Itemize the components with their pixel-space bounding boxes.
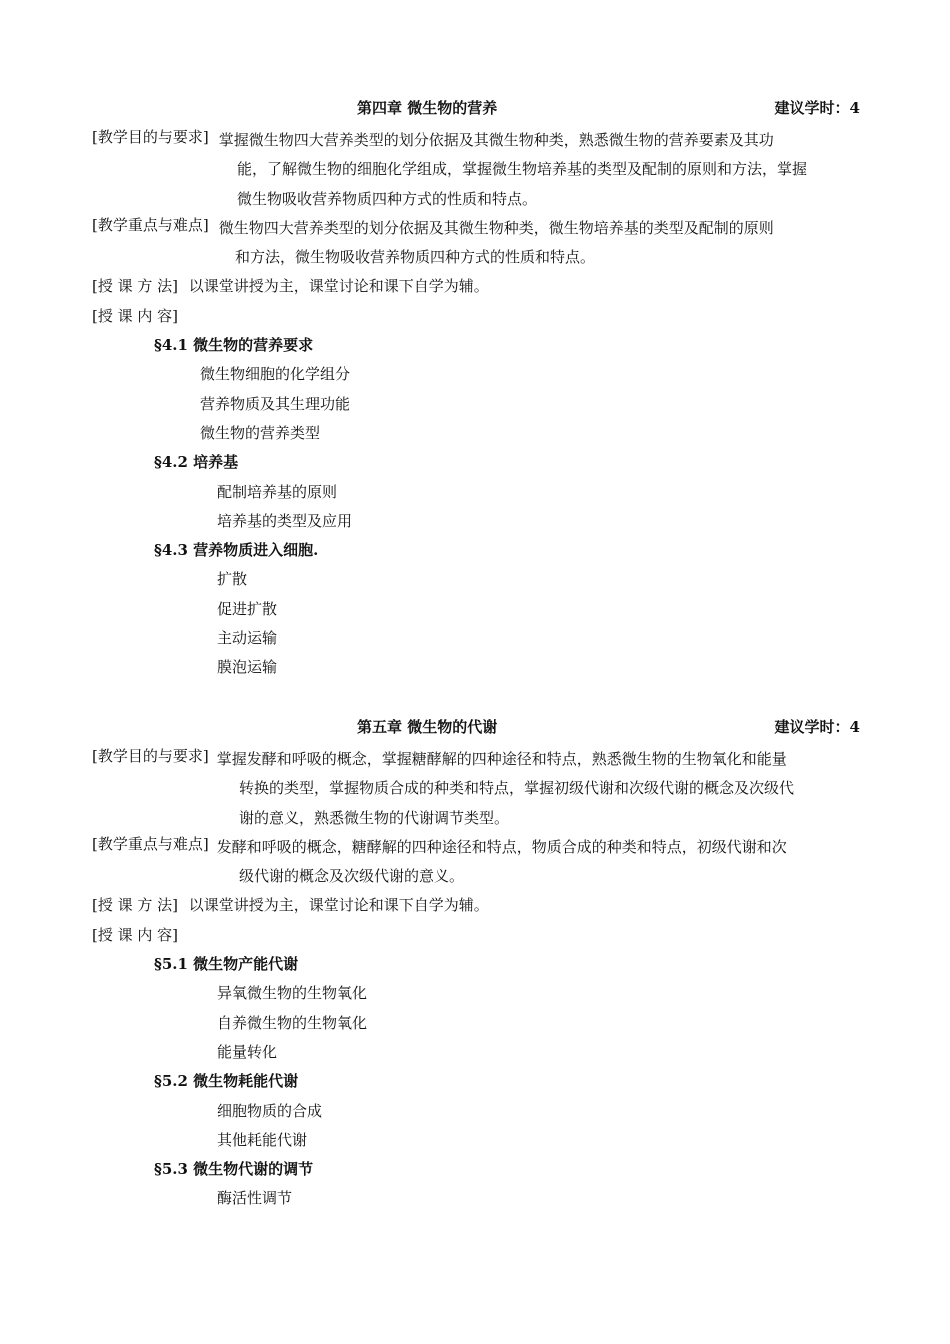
teaching-method: [92, 272, 860, 301]
teaching-goals: [92, 745, 860, 774]
section-title: §5.2 微生物耗能代谢: [154, 1072, 299, 1091]
chapter-header: [92, 97, 860, 126]
method-text: 以课堂讲授为主，课堂讨论和课下自学为辅。: [188, 277, 489, 296]
section-title: §4.3 营养物质进入细胞.: [154, 541, 319, 560]
chapter-header: [92, 716, 860, 745]
content-label: [授 课 内 容]: [92, 306, 179, 325]
goals-line: 谢的意义，熟悉微生物的代谢调节类型。: [239, 808, 510, 827]
goals-line: 转换的类型，掌握物质合成的种类和特点，掌握初级代谢和次级代谢的概念及次级代: [239, 779, 795, 798]
key-line: 发酵和呼吸的概念，糖酵解的四种途径和特点，物质合成的种类和特点，初级代谢和次: [216, 837, 787, 856]
section-item: 异氧微生物的生物氧化: [217, 984, 368, 1003]
suggested-hours: 建议学时：4: [774, 99, 860, 117]
key-line: 微生物四大营养类型的划分依据及其微生物种类，微生物培养基的类型及配制的原则: [218, 218, 774, 237]
teaching-method: [92, 891, 860, 920]
goals-line: 掌握发酵和呼吸的概念，掌握糖酵解的四种途径和特点，熟悉微生物的生物氧化和能量: [216, 750, 787, 768]
section-title: §4.2 培养基: [154, 453, 239, 472]
key-line: 级代谢的概念及次级代谢的意义。: [239, 867, 465, 886]
method-label: [授 课 方 法]: [92, 896, 179, 915]
section-item: 膜泡运输: [217, 658, 278, 677]
teaching-goals: [92, 126, 860, 155]
section-item: 配制培养基的原则: [217, 482, 338, 501]
section-title: §4.1 微生物的营养要求: [154, 336, 314, 355]
section-item: 促进扩散: [217, 599, 278, 618]
section-item: 微生物细胞的化学组分: [200, 365, 351, 384]
method-text: 以课堂讲授为主，课堂讨论和课下自学为辅。: [188, 896, 489, 915]
key-points: [92, 214, 860, 243]
suggested-hours: 建议学时：4: [774, 718, 860, 736]
section-item: 酶活性调节: [217, 1189, 293, 1208]
goals-line: 掌握微生物四大营养类型的划分依据及其微生物种类，熟悉微生物的营养要素及其功: [218, 131, 774, 149]
section-item: 微生物的营养类型: [200, 423, 321, 442]
section-item: 扩散: [217, 570, 248, 589]
section-item: 自养微生物的生物氧化: [217, 1013, 368, 1032]
chapter-title: 第四章 微生物的营养: [357, 99, 498, 117]
section-item: 主动运输: [217, 629, 278, 648]
section-item: 细胞物质的合成: [217, 1101, 323, 1120]
key-line: 和方法，微生物吸收营养物质四种方式的性质和特点。: [235, 248, 596, 267]
section-title: §5.3 微生物代谢的调节: [154, 1160, 314, 1179]
key-label: [教学重点与难点]: [92, 834, 209, 853]
method-label: [授 课 方 法]: [92, 277, 179, 296]
content-label: [授 课 内 容]: [92, 925, 179, 944]
goals-line: 能，了解微生物的细胞化学组成，掌握微生物培养基的类型及配制的原则和方法，掌握: [237, 160, 808, 179]
section-item: 营养物质及其生理功能: [200, 394, 351, 413]
key-points: [92, 833, 860, 862]
goals-label: [教学目的与要求]: [92, 747, 209, 765]
key-label: [教学重点与难点]: [92, 215, 209, 234]
section-item: 其他耗能代谢: [217, 1130, 308, 1149]
goals-line: 微生物吸收营养物质四种方式的性质和特点。: [237, 189, 538, 208]
goals-label: [教学目的与要求]: [92, 128, 209, 146]
section-title: §5.1 微生物产能代谢: [154, 955, 299, 974]
section-item: 培养基的类型及应用: [217, 511, 353, 530]
chapter-title: 第五章 微生物的代谢: [357, 718, 498, 736]
chapter-5: [92, 716, 860, 1214]
section-item: 能量转化: [217, 1042, 278, 1061]
chapter-4: [92, 97, 860, 683]
